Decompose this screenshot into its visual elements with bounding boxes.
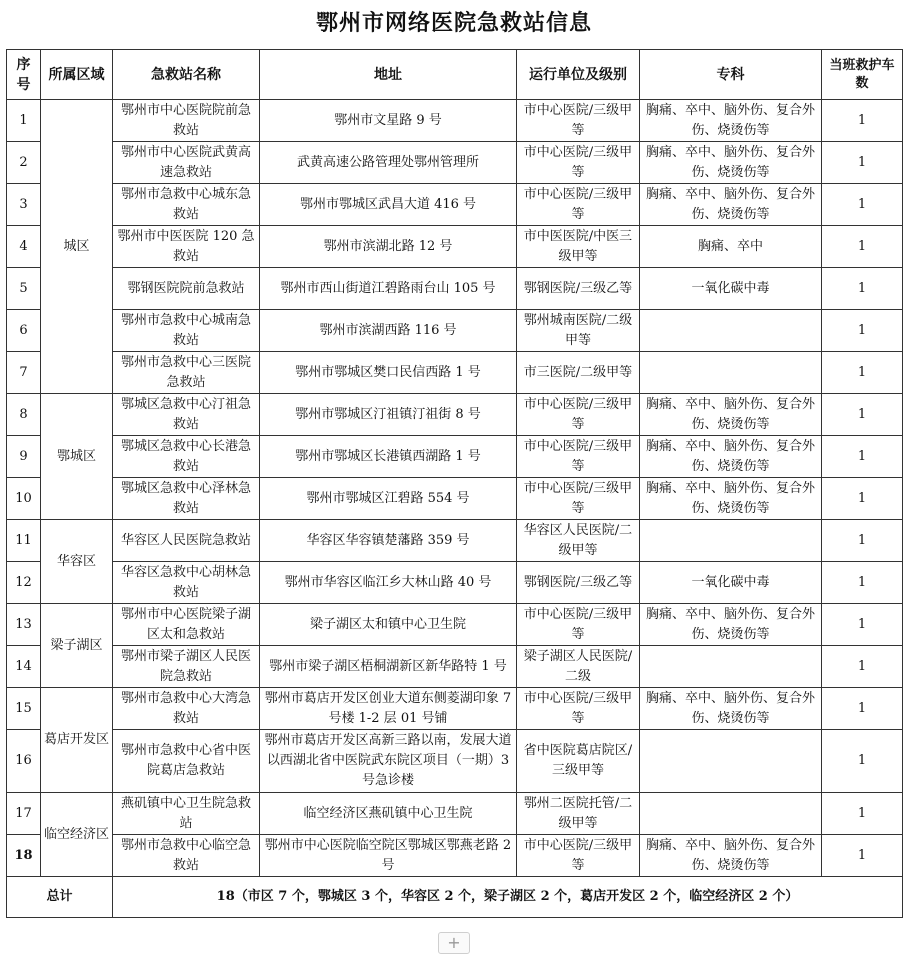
cell-vehicles: 1: [822, 310, 903, 352]
cell-no: 4: [7, 226, 41, 268]
table-row: [7, 730, 903, 793]
cell-specialty: [640, 352, 822, 394]
cell-address: 武黄高速公路管理处鄂州管理所: [260, 142, 517, 184]
table-row: [7, 646, 903, 688]
cell-station-name: 鄂钢医院院前急救站: [113, 268, 260, 310]
cell-no: 17: [7, 793, 41, 835]
cell-no: 10: [7, 478, 41, 520]
cell-unit: 鄂钢医院/三级乙等: [517, 268, 640, 310]
cell-address: 鄂州市西山街道江碧路雨台山 105 号: [260, 268, 517, 310]
cell-unit: 省中医院葛店院区/三级甲等: [517, 730, 640, 793]
cell-region: 梁子湖区: [41, 604, 113, 688]
cell-vehicles: 1: [822, 835, 903, 877]
cell-unit: 市中心医院/三级甲等: [517, 835, 640, 877]
table-row: [7, 520, 903, 562]
cell-station-name: 鄂州市急救中心临空急救站: [113, 835, 260, 877]
cell-address: 梁子湖区太和镇中心卫生院: [260, 604, 517, 646]
cell-vehicles: 1: [822, 436, 903, 478]
cell-no: 18: [7, 835, 41, 877]
cell-unit: 市三医院/二级甲等: [517, 352, 640, 394]
cell-vehicles: 1: [822, 184, 903, 226]
cell-unit: 市中心医院/三级甲等: [517, 100, 640, 142]
cell-specialty: [640, 520, 822, 562]
cell-vehicles: 1: [822, 478, 903, 520]
cell-address: 鄂州市梁子湖区梧桐湖新区新华路特 1 号: [260, 646, 517, 688]
table-row: [7, 604, 903, 646]
cell-address: 鄂州市鄂城区樊口民信西路 1 号: [260, 352, 517, 394]
cell-vehicles: 1: [822, 352, 903, 394]
header-station-name: 急救站名称: [113, 50, 260, 100]
cell-address: 鄂州市华容区临江乡大林山路 40 号: [260, 562, 517, 604]
cell-unit: 市中心医院/三级甲等: [517, 142, 640, 184]
cell-vehicles: 1: [822, 688, 903, 730]
table-row: [7, 352, 903, 394]
cell-specialty: 胸痛、卒中、脑外伤、复合外伤、烧烫伤等: [640, 835, 822, 877]
header-address: 地址: [260, 50, 517, 100]
cell-specialty: 一氧化碳中毒: [640, 268, 822, 310]
header-specialty: 专科: [640, 50, 822, 100]
header-vehicles: 当班救护车数: [822, 50, 903, 100]
cell-unit: 市中心医院/三级甲等: [517, 688, 640, 730]
cell-vehicles: 1: [822, 646, 903, 688]
cell-no: 13: [7, 604, 41, 646]
cell-station-name: 鄂州市急救中心省中医院葛店急救站: [113, 730, 260, 793]
cell-address: 华容区华容镇楚藩路 359 号: [260, 520, 517, 562]
cell-vehicles: 1: [822, 268, 903, 310]
cell-no: 2: [7, 142, 41, 184]
table-row: [7, 142, 903, 184]
cell-no: 5: [7, 268, 41, 310]
cell-unit: 鄂州二医院托管/二级甲等: [517, 793, 640, 835]
header-region: 所属区域: [41, 50, 113, 100]
cell-region: 葛店开发区: [41, 688, 113, 793]
cell-address: 鄂州市鄂城区武昌大道 416 号: [260, 184, 517, 226]
header-no: 序号: [7, 50, 41, 100]
cell-no: 8: [7, 394, 41, 436]
cell-specialty: 胸痛、卒中、脑外伤、复合外伤、烧烫伤等: [640, 100, 822, 142]
cell-no: 11: [7, 520, 41, 562]
cell-region: 华容区: [41, 520, 113, 604]
cell-unit: 市中心医院/三级甲等: [517, 478, 640, 520]
cell-no: 12: [7, 562, 41, 604]
cell-station-name: 鄂州市中心医院梁子湖区太和急救站: [113, 604, 260, 646]
cell-station-name: 燕矶镇中心卫生院急救站: [113, 793, 260, 835]
table-row: [7, 268, 903, 310]
total-label: 总计: [7, 877, 113, 918]
cell-specialty: 胸痛、卒中、脑外伤、复合外伤、烧烫伤等: [640, 394, 822, 436]
cell-station-name: 鄂州市急救中心大湾急救站: [113, 688, 260, 730]
cell-station-name: 鄂州市中医医院 120 急救站: [113, 226, 260, 268]
cell-unit: 市中心医院/三级甲等: [517, 436, 640, 478]
cell-unit: 市中医医院/中医三级甲等: [517, 226, 640, 268]
page-title: 鄂州市网络医院急救站信息: [315, 10, 592, 36]
cell-specialty: [640, 793, 822, 835]
cell-address: 鄂州市中心医院临空院区鄂城区鄂燕老路 2 号: [260, 835, 517, 877]
cell-specialty: 胸痛、卒中、脑外伤、复合外伤、烧烫伤等: [640, 142, 822, 184]
cell-station-name: 鄂州市急救中心三医院急救站: [113, 352, 260, 394]
cell-vehicles: 1: [822, 226, 903, 268]
total-summary: 18（市区 7 个，鄂城区 3 个，华容区 2 个，梁子湖区 2 个，葛店开发区 2 个，临空经济区 2 个）: [113, 877, 903, 918]
table-row: [7, 478, 903, 520]
cell-vehicles: 1: [822, 520, 903, 562]
cell-specialty: 胸痛、卒中、脑外伤、复合外伤、烧烫伤等: [640, 478, 822, 520]
cell-no: 16: [7, 730, 41, 793]
cell-address: 鄂州市文星路 9 号: [260, 100, 517, 142]
cell-no: 9: [7, 436, 41, 478]
table-row: [7, 394, 903, 436]
table-row: [7, 184, 903, 226]
cell-station-name: 鄂城区急救中心汀祖急救站: [113, 394, 260, 436]
cell-no: 7: [7, 352, 41, 394]
cell-unit: 市中心医院/三级甲等: [517, 184, 640, 226]
cell-unit: 梁子湖区人民医院/二级: [517, 646, 640, 688]
cell-vehicles: 1: [822, 394, 903, 436]
cell-address: 鄂州市葛店开发区创业大道东侧菱湖印象 7 号楼 1-2 层 01 号铺: [260, 688, 517, 730]
cell-address: 鄂州市鄂城区江碧路 554 号: [260, 478, 517, 520]
add-row-button[interactable]: +: [438, 932, 470, 954]
table-row: [7, 835, 903, 877]
cell-specialty: [640, 310, 822, 352]
cell-unit: 鄂钢医院/三级乙等: [517, 562, 640, 604]
cell-station-name: 鄂城区急救中心长港急救站: [113, 436, 260, 478]
cell-unit: 市中心医院/三级甲等: [517, 394, 640, 436]
cell-specialty: 胸痛、卒中、脑外伤、复合外伤、烧烫伤等: [640, 184, 822, 226]
cell-specialty: 胸痛、卒中: [640, 226, 822, 268]
cell-station-name: 鄂州市急救中心城南急救站: [113, 310, 260, 352]
table-row: [7, 562, 903, 604]
header-unit: 运行单位及级别: [517, 50, 640, 100]
cell-vehicles: 1: [822, 100, 903, 142]
cell-station-name: 鄂城区急救中心泽林急救站: [113, 478, 260, 520]
cell-specialty: 胸痛、卒中、脑外伤、复合外伤、烧烫伤等: [640, 688, 822, 730]
cell-no: 6: [7, 310, 41, 352]
total-row: [7, 877, 903, 918]
cell-address: 鄂州市滨湖北路 12 号: [260, 226, 517, 268]
table-row: [7, 226, 903, 268]
cell-region: 鄂城区: [41, 394, 113, 520]
cell-region: 城区: [41, 100, 113, 394]
emergency-station-table: [6, 49, 903, 918]
cell-no: 14: [7, 646, 41, 688]
cell-address: 鄂州市鄂城区汀祖镇汀祖街 8 号: [260, 394, 517, 436]
table-row: [7, 793, 903, 835]
cell-vehicles: 1: [822, 562, 903, 604]
table-row: [7, 436, 903, 478]
cell-station-name: 鄂州市梁子湖区人民医院急救站: [113, 646, 260, 688]
cell-unit: 华容区人民医院/二级甲等: [517, 520, 640, 562]
cell-station-name: 鄂州市急救中心城东急救站: [113, 184, 260, 226]
cell-specialty: 胸痛、卒中、脑外伤、复合外伤、烧烫伤等: [640, 604, 822, 646]
cell-station-name: 鄂州市中心医院院前急救站: [113, 100, 260, 142]
cell-station-name: 鄂州市中心医院武黄高速急救站: [113, 142, 260, 184]
cell-vehicles: 1: [822, 793, 903, 835]
cell-vehicles: 1: [822, 730, 903, 793]
cell-unit: 鄂州城南医院/二级甲等: [517, 310, 640, 352]
cell-address: 临空经济区燕矶镇中心卫生院: [260, 793, 517, 835]
cell-no: 3: [7, 184, 41, 226]
cell-station-name: 华容区急救中心胡林急救站: [113, 562, 260, 604]
table-row: [7, 100, 903, 142]
table-row: [7, 310, 903, 352]
table-row: [7, 688, 903, 730]
cell-specialty: 胸痛、卒中、脑外伤、复合外伤、烧烫伤等: [640, 436, 822, 478]
cell-region: 临空经济区: [41, 793, 113, 877]
cell-specialty: [640, 646, 822, 688]
cell-address: 鄂州市葛店开发区高新三路以南，发展大道以西湖北省中医院武东院区项目（一期）3 号急诊楼: [260, 730, 517, 793]
cell-address: 鄂州市滨湖西路 116 号: [260, 310, 517, 352]
cell-address: 鄂州市鄂城区长港镇西湖路 1 号: [260, 436, 517, 478]
cell-vehicles: 1: [822, 604, 903, 646]
cell-vehicles: 1: [822, 142, 903, 184]
cell-no: 15: [7, 688, 41, 730]
cell-unit: 市中心医院/三级甲等: [517, 604, 640, 646]
cell-specialty: 一氧化碳中毒: [640, 562, 822, 604]
table-header-row: [7, 50, 903, 100]
cell-station-name: 华容区人民医院急救站: [113, 520, 260, 562]
cell-no: 1: [7, 100, 41, 142]
cell-specialty: [640, 730, 822, 793]
